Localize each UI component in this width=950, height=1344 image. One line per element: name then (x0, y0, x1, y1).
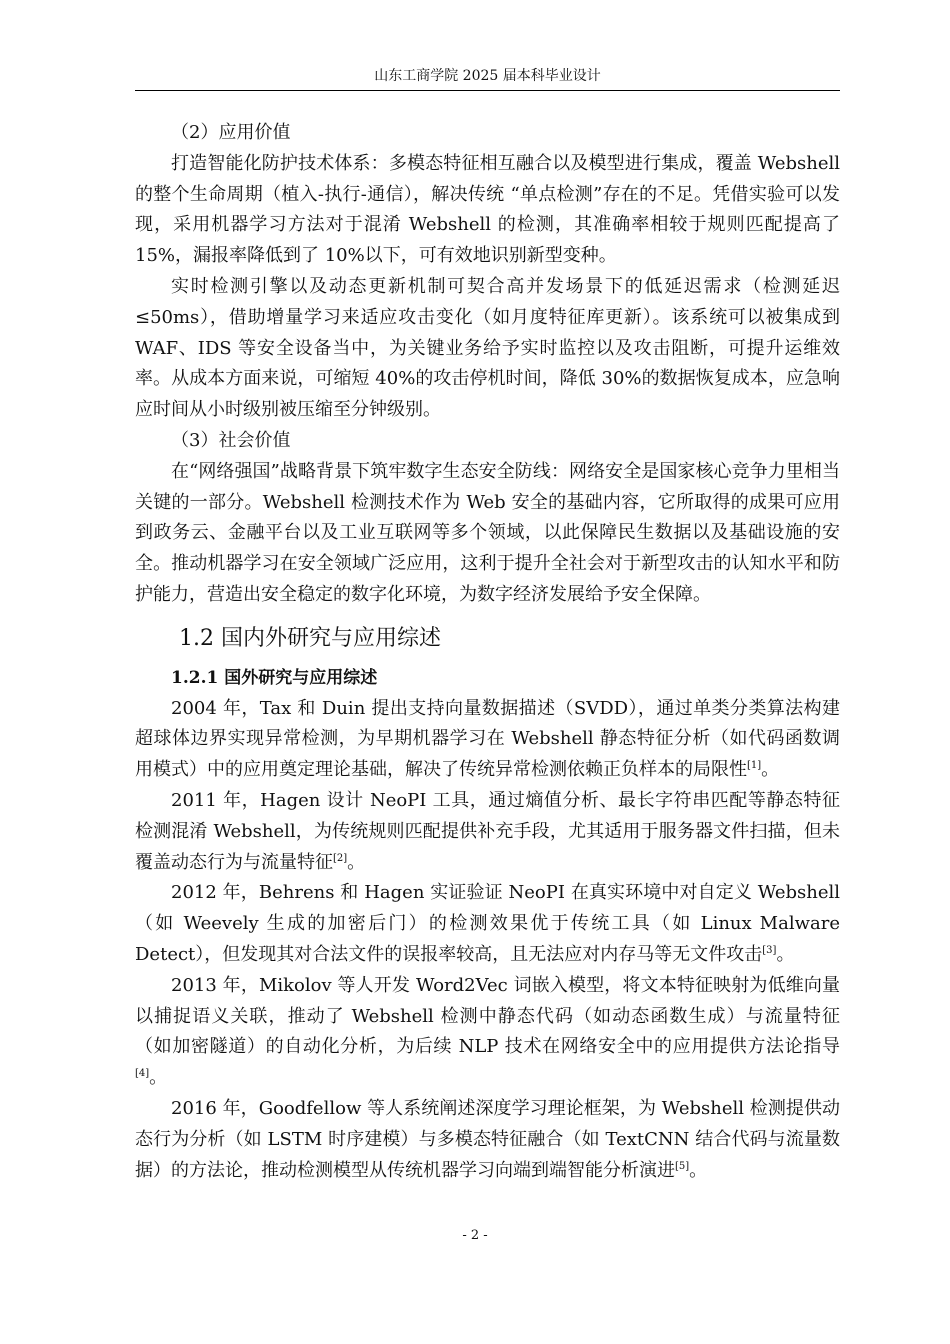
research-text: 2011 年，Hagen 设计 NeoPI 工具，通过熵值分析、最长字符串匹配等静态特征检测混淆 Webshell，为传统规则匹配提供补充手段，尤其适用于服务器文件扫描，但未覆盖动态行为与流量特征 (135, 789, 840, 873)
research-text: 2012 年，Behrens 和 Hagen 实证验证 NeoPI 在真实环境中对自定义 Webshell（如 Weevely 生成的加密后门）的检测效果优于传统工具（如 Linux Malware Detect），但发现其对合法文件的误报率较高，且无法应对内存马等无文件攻击 (135, 882, 840, 965)
research-paragraph-2013 (135, 971, 840, 1094)
citation-ref: [5] (675, 1160, 690, 1172)
subsection-title: 1.2.1 国外研究与应用综述 (171, 667, 378, 688)
citation-ref: [4] (135, 1068, 150, 1080)
research-tail: 。 (776, 943, 795, 965)
research-tail: 。 (347, 851, 366, 873)
heading-application-value: （2）应用价值 (171, 122, 291, 143)
page-body (135, 118, 840, 1186)
citation-ref: [3] (762, 944, 777, 956)
research-paragraph-2004 (135, 694, 840, 786)
citation-ref: [2] (333, 852, 348, 864)
page-number: - 2 - (462, 1228, 488, 1243)
research-paragraph-2012 (135, 878, 840, 970)
research-text: 2016 年，Goodfellow 等人系统阐述深度学习理论框架，为 Webshell 检测提供动态行为分析（如 LSTM 时序建模）与多模态特征融合（如 TextCNN 结合代码与流量数据）的方法论，推动检测模型从传统机器学习向端到端智能分析演进 (135, 1097, 840, 1181)
research-tail: 。 (149, 1067, 168, 1089)
citation-ref: [1] (747, 760, 762, 772)
paragraph-social-value: 在“网络强国”战略背景下筑牢数字生态安全防线：网络安全是国家核心竞争力里相当关键的一部分。Webshell 检测技术作为 Web 安全的基础内容，它所取得的成果可应用到政务云、金融平台以及工业互联网等多个领域，以此保障民生数据以及基础设施的安全。推动机器学习在安全领域广泛应用，这利于提升全社会对于新型攻击的认知水平和防护能力，营造出安全稳定的数字化环境，为数字经济发展给予安全保障。 (135, 460, 840, 605)
section-title: 1.2 国内外研究与应用综述 (179, 625, 441, 651)
research-paragraph-2016 (135, 1094, 840, 1186)
page-header: 山东工商学院 2025 届本科毕业设计 (135, 66, 840, 91)
heading-social-value: （3）社会价值 (171, 429, 291, 451)
research-tail: 。 (761, 759, 780, 781)
paragraph-realtime-engine: 实时检测引擎以及动态更新机制可契合高并发场景下的低延迟需求（检测延迟≤50ms），借助增量学习来适应攻击变化（如月度特征库更新）。该系统可以被集成到 WAF、IDS 等安全设备当中，为关键业务给予实时监控以及攻击阻断，可提升运维效率。从成本方面来说，可缩短 40%的攻击停机时间，降低 30%的数据恢复成本，应急响应时间从小时级别被压缩至分钟级别。 (135, 275, 840, 421)
paragraph-intelligent-defense: 打造智能化防护技术体系：多模态特征相互融合以及模型进行集成，覆盖 Webshell 的整个生命周期（植入-执行-通信），解决传统 “单点检测”存在的不足。凭借实验可以发现，采用机器学习方法对于混淆 Webshell 的检测，其准确率相较于规则匹配提高了 15%，漏报率降低到了 10%以下，可有效地识别新型变种。 (135, 152, 840, 267)
research-text: 2004 年，Tax 和 Duin 提出支持向量数据描述（SVDD），通过单类分类算法构建超球体边界实现异常检测，为早期机器学习在 Webshell 静态特征分析（如代码函数调用模式）中的应用奠定理论基础，解决了传统异常检测依赖正负样本的局限性 (135, 697, 840, 781)
research-tail: 。 (689, 1159, 708, 1181)
research-text: 2013 年，Mikolov 等人开发 Word2Vec 词嵌入模型，将文本特征映射为低维向量以捕捉语义关联，推动了 Webshell 检测中静态代码（如动态函数生成）与流量特征（如加密隧道）的自动化分析，为后续 NLP 技术在网络安全中的应用提供方法论指导 (135, 974, 840, 1058)
research-paragraph-2011 (135, 786, 840, 878)
